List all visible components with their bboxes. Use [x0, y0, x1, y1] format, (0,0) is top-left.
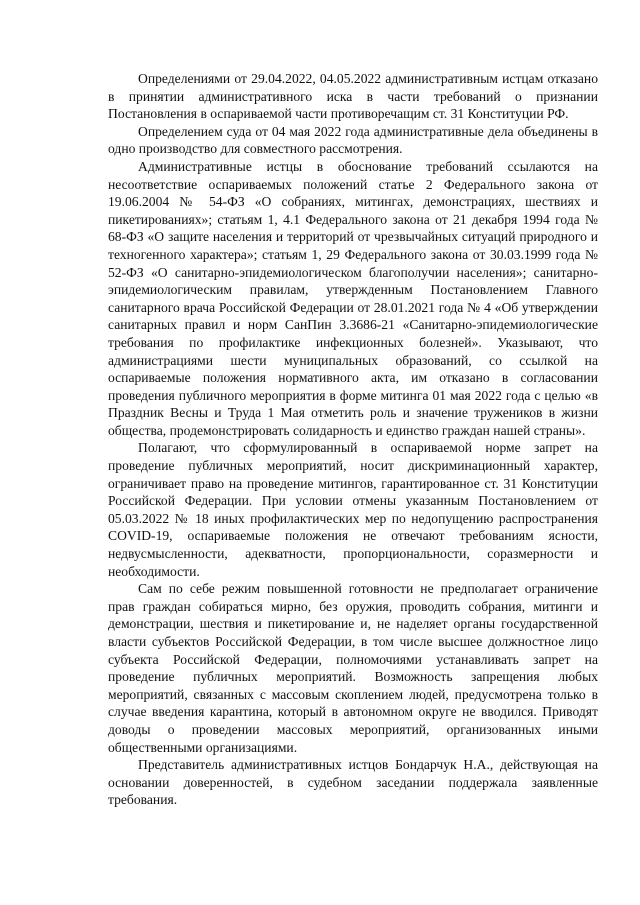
document-page — [108, 70, 598, 809]
paragraph-plaintiffs-grounds: Административные истцы в обоснование требований ссылаются на несоответствие оспариваемых положений статье 2 Федерального закона от 19.06.2004 № 54-ФЗ «О собраниях, митингах, демонстрациях, шествиях и пикетированиях»; статьям 1, 4.1 Федерального закона от 21 декабря 1994 года № 68-ФЗ «О защите населения и территорий от чрезвычайных ситуаций природного и техногенного характера»; статьям 1, 29 Федерального закона от 30.03.1999 года № 52-ФЗ «О санитарно-эпидемиологическом благополучии населения»; санитарно-эпидемиологическим правилам, утвержденным Постановлением Главного санитарного врача Российской Федерации от 28.01.2021 года № 4 «Об утверждении санитарных правил и норм СанПин 3.3686-21 «Санитарно-эпидемиологические требования по профилактике инфекционных болезней». Указывают, что администрациями шести муниципальных образований, со ссылкой на оспариваемые положения нормативного акта, им отказано в согласовании проведения публичного мероприятия в форме митинга 01 мая 2022 года с целью «в Праздник Весны и Труда 1 Мая отметить роль и значение тружеников в жизни общества, продемонстрировать солидарность и единство граждан нашей страны». — [108, 158, 598, 438]
paragraph-representative: Представитель административных истцов Бондарчук Н.А., действующая на основании доверенностей, в судебном заседании поддержала заявленные требования. — [108, 757, 598, 808]
paragraph-cases-merged: Определением суда от 04 мая 2022 года административные дела объединены в одно производство для совместного рассмотрения. — [108, 123, 598, 157]
paragraph-dismissal-rulings: Определениями от 29.04.2022, 04.05.2022 административным истцам отказано в принятии административного иска в части требований о признании Постановления в оспариваемой части противоречащим ст. 31 Конституции РФ. — [108, 71, 598, 122]
paragraph-discrimination-claim: Полагают, что сформулированный в оспариваемой норме запрет на проведение публичных мероприятий, носит дискриминационный характер, ограничивает право на проведение митингов, гарантированное ст. 31 Конституции Российской Федерации. При условии отмены указанным Постановлением от 05.03.2022 № 18 иных профилактических мер по недопущению распространения COVID-19, оспариваемые положения не отвечают требованиям ясности, недвусмысленности, адекватности, пропорциональности, соразмерности и необходимости. — [108, 440, 598, 579]
paragraph-high-alert-regime: Сам по себе режим повышенной готовности не предполагает ограничение прав граждан собираться мирно, без оружия, проводить собрания, митинги и демонстрации, шествия и пикетирование и, не наделяет органы государственной власти субъектов Российской Федерации, в том числе высшее должностное лицо субъекта Российской Федерации, полномочиями устанавливать запрет на проведение публичных мероприятий. Возможность запрещения любых мероприятий, связанных с массовым скоплением людей, предусмотрена только в случае введения карантина, который в автономном округе не вводился. Приводят доводы о проведении массовых мероприятий, организованных иными общественными организациями. — [108, 581, 598, 755]
